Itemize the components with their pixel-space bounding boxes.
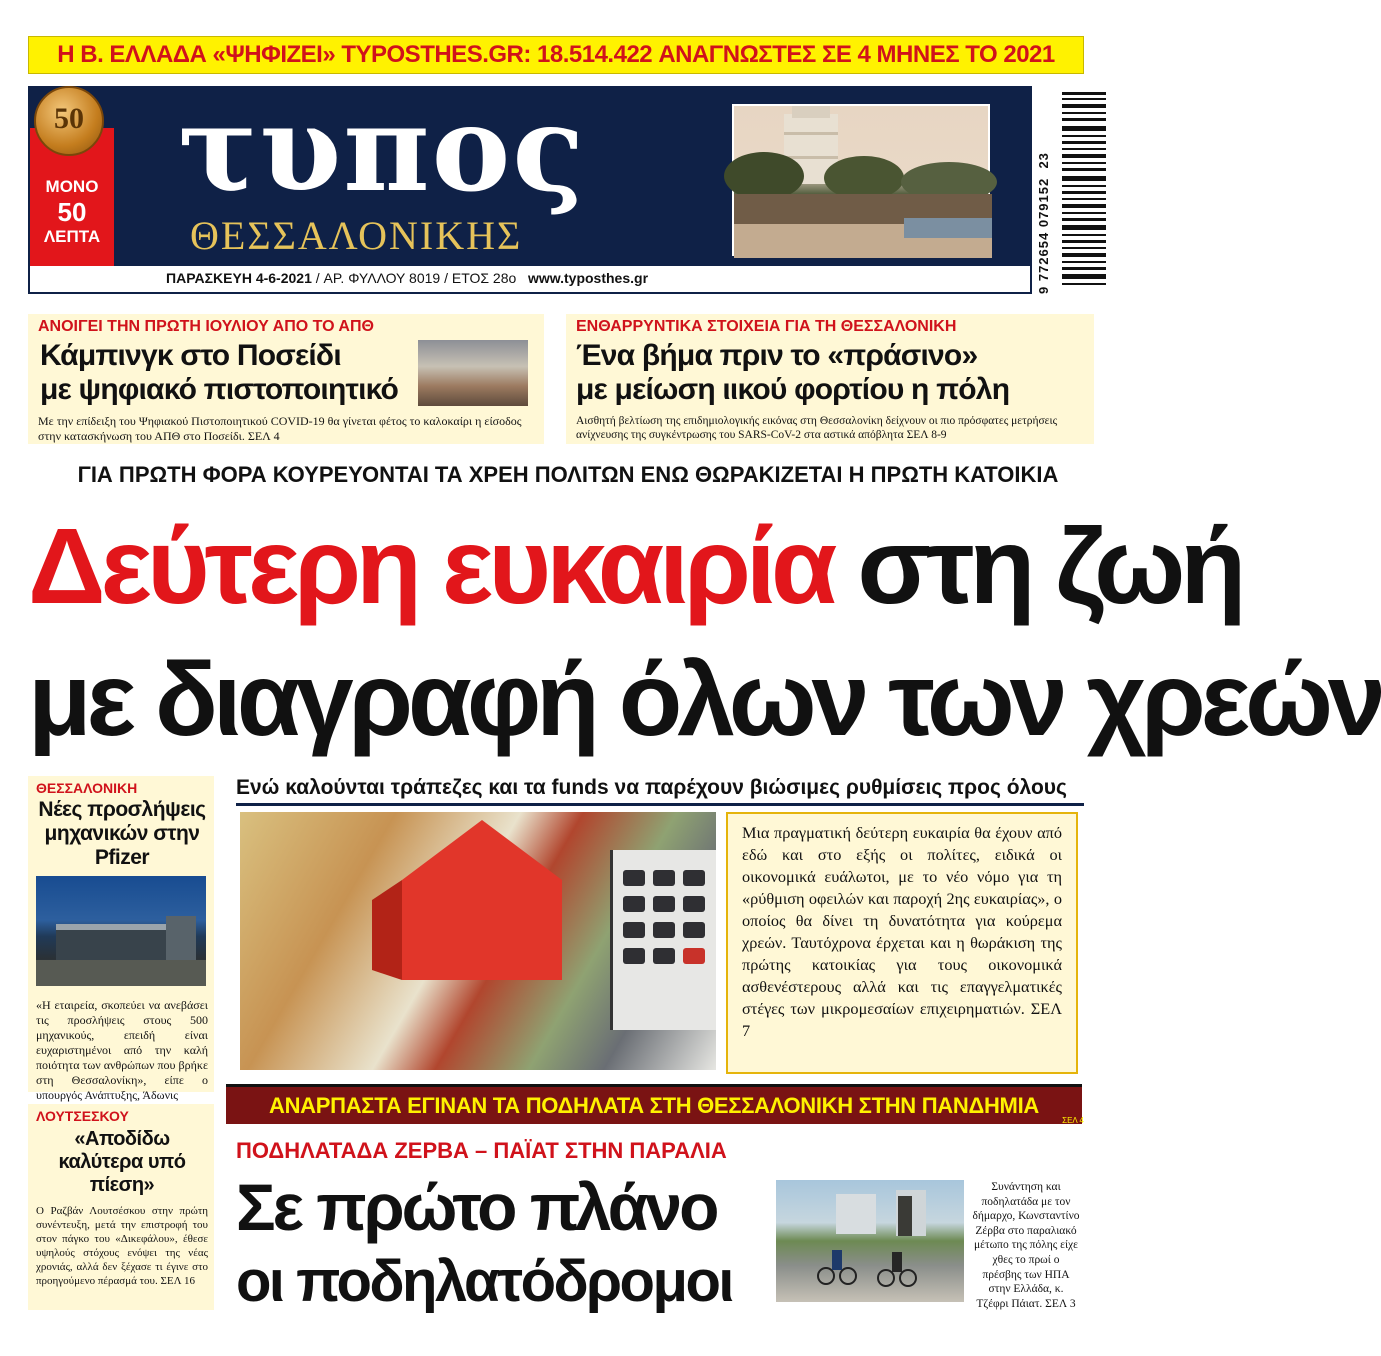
issue-number: ΑΡ. ΦΥΛΛΟΥ 8019 [323, 270, 441, 286]
cyclists-photo[interactable] [776, 1180, 964, 1302]
main-headline-red: Δεύτερη ευκαιρία [28, 505, 833, 626]
story-kicker: ΛΟΥΤΣΕΣΚΟΥ [36, 1108, 129, 1124]
separator: / [315, 270, 320, 286]
story-headline-line-2[interactable]: με ψηφιακό πιστοποιητικό [40, 373, 399, 406]
story-body: Ο Ραζβάν Λουτσέσκου στην πρώτη συνέντευξη, μετά την επιστροφή του στον πάγκο του «Δικεφάλου», έθεσε υψηλούς στόχους ενόψει της νέας χρονιάς, αλλά δεν ξέχασε τι έγινε στο προηγούμενο πέρασμά του. ΣΕΛ 16 [36, 1205, 208, 1287]
main-headline-line-2[interactable]: με διαγραφή όλων των χρεών [28, 642, 1381, 758]
barcode-number: 9 772654 079152 [1036, 177, 1051, 294]
barcode-issue-code: 23 [1036, 152, 1051, 169]
story-kicker: ΘΕΣΣΑΛΟΝΙΚΗ [36, 780, 138, 796]
story-body: «Η εταιρεία, σκοπεύει να ανεβάσει τις προσλήψεις στους 500 μηχανικούς, επειδή είναι ευχαριστημένοι από την καλή ποιότητα των ανθρώπων που βρήκε στη Θεσσαλονίκη», είπε ο υπουργός Ανάπτυξης, Άδωνις [36, 998, 208, 1102]
house-icon [372, 820, 562, 980]
top-banner-text: Η Β. ΕΛΛΑΔΑ «ΨΗΦΙΖΕΙ» TYPOSTHES.GR: 18.514.422 ΑΝΑΓΝΩΣΤΕΣ ΣΕ 4 ΜΗΝΕΣ ΤΟ 2021 [57, 41, 1055, 68]
story-kicker: ΕΝΘΑΡΡΥΝΤΙΚΑ ΣΤΟΙΧΕΙΑ ΓΙΑ ΤΗ ΘΕΣΣΑΛΟΝΙΚΗ [576, 318, 957, 335]
top-banner [28, 36, 1084, 74]
story-body: Συνάντηση και ποδηλατάδα με τον δήμαρχο, Κωνσταντίνο Ζέρβα στο παραλιακό μέτωπο της πόλης είχε χθες το πρωί ο πρέσβης των ΗΠΑ στην Ελλάδα, κ. Τζέφρι Πάιατ. ΣΕΛ 3 [972, 1181, 1080, 1310]
main-story-body: Μια πραγματική δεύτερη ευκαιρία θα έχουν από εδώ και στο εξής οι πολίτες, ειδικά οι οικονομικά ευάλωτοι, με το νέο νόμο για τη «ρύθμιση οφειλών και παροχή 2ης ευκαιρίας», ο οποίος θα δίνει τη δυνατότητα για κούρεμα χρεών. Ταυτόχρονα έρχεται και η θωράκιση της πρώτης κατοικίας για τους οικονομικά ασθενέστερους αλλά και τις επαγγελματικές στέγες των μικρομεσαίων επιχειρηματιών. ΣΕΛ 7 [742, 823, 1062, 1040]
issue-date: ΠΑΡΑΣΚΕΥΗ 4-6-2021 [166, 270, 312, 286]
story-loutseskou[interactable] [28, 1104, 214, 1310]
price-line-3: ΛΕΠΤΑ [43, 227, 101, 246]
price-line-1: ΜΟΝΟ [45, 177, 99, 196]
bikes-strip[interactable] [226, 1084, 1082, 1124]
issue-year: ΕΤΟΣ 28ο [451, 270, 517, 286]
story-headline-line-2[interactable]: οι ποδηλατόδρομοι [236, 1249, 733, 1314]
pfizer-building-photo[interactable] [36, 876, 206, 986]
masthead-photo-white-tower[interactable] [732, 104, 990, 256]
cyclists-illustration [776, 1180, 964, 1302]
story-kicker: ΑΝΟΙΓΕΙ ΤΗΝ ΠΡΩΤΗ ΙΟΥΛΙΟΥ ΑΠΟ ΤΟ ΑΠΘ [38, 318, 374, 335]
story-kicker: ΠΟΔΗΛΑΤΑΔΑ ΖΕΡΒΑ – ΠΑΪΑΤ ΣΤΗΝ ΠΑΡΑΛΙΑ [236, 1138, 727, 1163]
newspaper-logo[interactable]: τυπος [178, 79, 587, 218]
bikes-strip-text: ΑΝΑΡΠΑΣΤΑ ΕΓΙΝΑΝ ΤΑ ΠΟΔΗΛΑΤΑ ΣΤΗ ΘΕΣΣΑΛΟΝΙΚΗ ΣΤΗΝ ΠΑΝΔΗΜΙΑ [269, 1092, 1039, 1118]
story-headline-line-1[interactable]: Κάμπινγκ στο Ποσείδι [40, 339, 341, 372]
white-tower-illustration [734, 106, 992, 258]
story-body: Αισθητή βελτίωση της επιδημιολογικής εικόνας στη Θεσσαλονίκη δείχνουν οι πιο πρόσφατες μετρήσεις ανίχνευσης της συγκέντρωσης του SARS-CoV-2 στα αστικά απόβλητα ΣΕΛ 8-9 [576, 415, 1058, 441]
separator: / [444, 270, 448, 286]
story-headline[interactable]: Νέες προσλήψεις μηχανικών στην Pfizer [38, 798, 206, 869]
main-headline-line-1[interactable] [28, 500, 1242, 632]
story-headline[interactable]: «Αποδίδω καλύτερα υπό πίεση» [58, 1128, 186, 1196]
price-line-2: 50 [57, 197, 87, 227]
main-pre-headline: ΓΙΑ ΠΡΩΤΗ ΦΟΡΑ ΚΟΥΡΕΥΟΝΤΑΙ ΤΑ ΧΡΕΗ ΠΟΛΙΤΩΝ ΕΝΩ ΘΩΡΑΚΙΖΕΤΑΙ Η ΠΡΩΤΗ ΚΑΤΟΙΚΙΑ [77, 462, 1059, 487]
story-green-zone[interactable] [566, 314, 1094, 444]
coin-value: 50 [54, 102, 84, 135]
story-headline-line-1[interactable]: Σε πρώτο πλάνο [236, 1170, 717, 1244]
main-story-deck: Ενώ καλούνται τράπεζες και τα funds να παρέχουν βιώσιμες ρυθμίσεις προς όλους [236, 776, 1084, 806]
story-headline-line-2[interactable]: με μείωση ιικού φορτίου η πόλη [576, 373, 1010, 406]
calculator-icon [610, 850, 716, 1030]
barcode-digits [1036, 88, 1060, 294]
main-story-body-box [726, 812, 1078, 1074]
issue-info [166, 270, 866, 292]
story-body: Με την επίδειξη του Ψηφιακού Πιστοποιητικού COVID-19 θα γίνεται φέτος το καλοκαίρι η είσοδος στην κατασκήνωση του ΑΠΘ στο Ποσείδι. ΣΕΛ 4 [38, 414, 522, 443]
price-text [30, 176, 114, 266]
newspaper-logo-subtitle: ΘΕΣΣΑΛΟΝΙΚΗΣ [190, 213, 523, 258]
website-link[interactable]: www.typosthes.gr [527, 270, 649, 286]
camping-photo[interactable] [418, 340, 528, 406]
story-headline-line-1[interactable]: Ένα βήμα πριν το «πράσινο» [576, 339, 978, 372]
main-headline-black: στη ζωή [857, 505, 1242, 626]
bikes-strip-page: ΣΕΛ 4 [1062, 1116, 1084, 1125]
building-illustration [36, 876, 206, 986]
